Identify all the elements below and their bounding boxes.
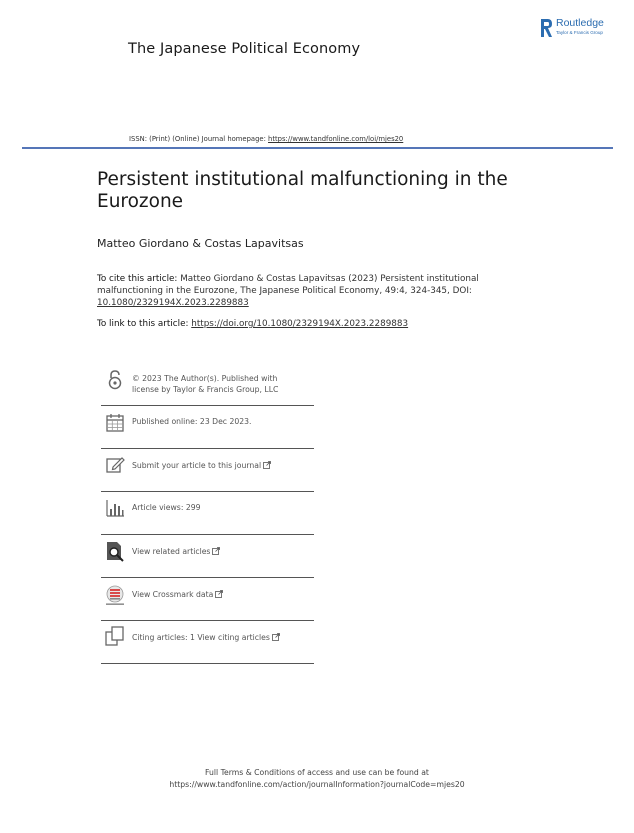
article-doi-url[interactable]: https://doi.org/10.1080/2329194X.2023.2289883 (191, 319, 409, 329)
open-access-icon (104, 369, 126, 391)
calendar-icon (104, 412, 126, 434)
journal-title: The Japanese Political Economy (128, 41, 361, 57)
article-views-text: Article views: 299 (132, 503, 201, 512)
publisher-logo[interactable] (540, 18, 616, 40)
external-link-icon (263, 461, 271, 469)
article-link-line (97, 319, 408, 329)
footer-terms (0, 767, 634, 790)
issn-line (129, 135, 403, 143)
article-views-item (101, 492, 314, 535)
journal-homepage-link[interactable]: https://www.tandfonline.com/loi/mjes20 (268, 135, 404, 143)
published-online-text: Published online: 23 Dec 2023. (132, 417, 252, 426)
doi-link[interactable]: 10.1080/2329194X.2023.2289883 (97, 297, 249, 308)
publisher-logo-tagline: Taylor & Francis Group (556, 30, 603, 35)
published-online-item (101, 406, 314, 449)
crossmark-item[interactable] (101, 578, 314, 621)
article-title: Persistent institutional malfunctioning in the Eurozone (97, 169, 508, 212)
cite-text: Matteo Giordano & Costas Lapavitsas (2023) Persistent institutional malfunctioning in the Eurozone, The Japanese Political Economy, 49:4, 324-345, DOI: (97, 274, 479, 296)
related-articles-link[interactable]: View related articles (132, 547, 220, 558)
bar-chart-icon (104, 497, 126, 519)
article-authors: Matteo Giordano & Costas Lapavitsas (97, 237, 304, 250)
license-text: © 2023 The Author(s). Published with license by Taylor & Francis Group, LLC (132, 374, 279, 394)
submit-article-item[interactable] (101, 449, 314, 492)
crossmark-icon (104, 584, 126, 606)
external-link-icon (272, 633, 280, 641)
publisher-logo-text: Routledge (556, 17, 604, 29)
header-divider (22, 147, 613, 149)
issn-label: ISSN: (Print) (Online) Journal homepage: (129, 135, 269, 143)
copy-icon (104, 625, 126, 647)
footer-terms-url[interactable]: https://www.tandfonline.com/action/journalInformation?journalCode=mjes20 (169, 779, 465, 789)
related-articles-item[interactable] (101, 535, 314, 578)
link-label: To link to this article: (97, 319, 192, 329)
citing-articles-link[interactable]: Citing articles: 1 View citing articles (132, 633, 280, 644)
external-link-icon (212, 547, 220, 555)
cite-label: To cite this article: (97, 274, 178, 284)
footer-line-1: Full Terms & Conditions of access and use can be found at (205, 768, 429, 777)
search-document-icon (104, 540, 126, 562)
crossmark-link[interactable]: View Crossmark data (132, 590, 223, 601)
license-item (101, 365, 314, 406)
routledge-logo-icon (540, 18, 553, 38)
citing-articles-item[interactable] (101, 621, 314, 664)
item-divider (101, 663, 314, 664)
external-link-icon (215, 590, 223, 598)
citation-block (97, 274, 517, 309)
edit-icon (104, 454, 126, 476)
submit-article-link[interactable]: Submit your article to this journal (132, 461, 271, 472)
